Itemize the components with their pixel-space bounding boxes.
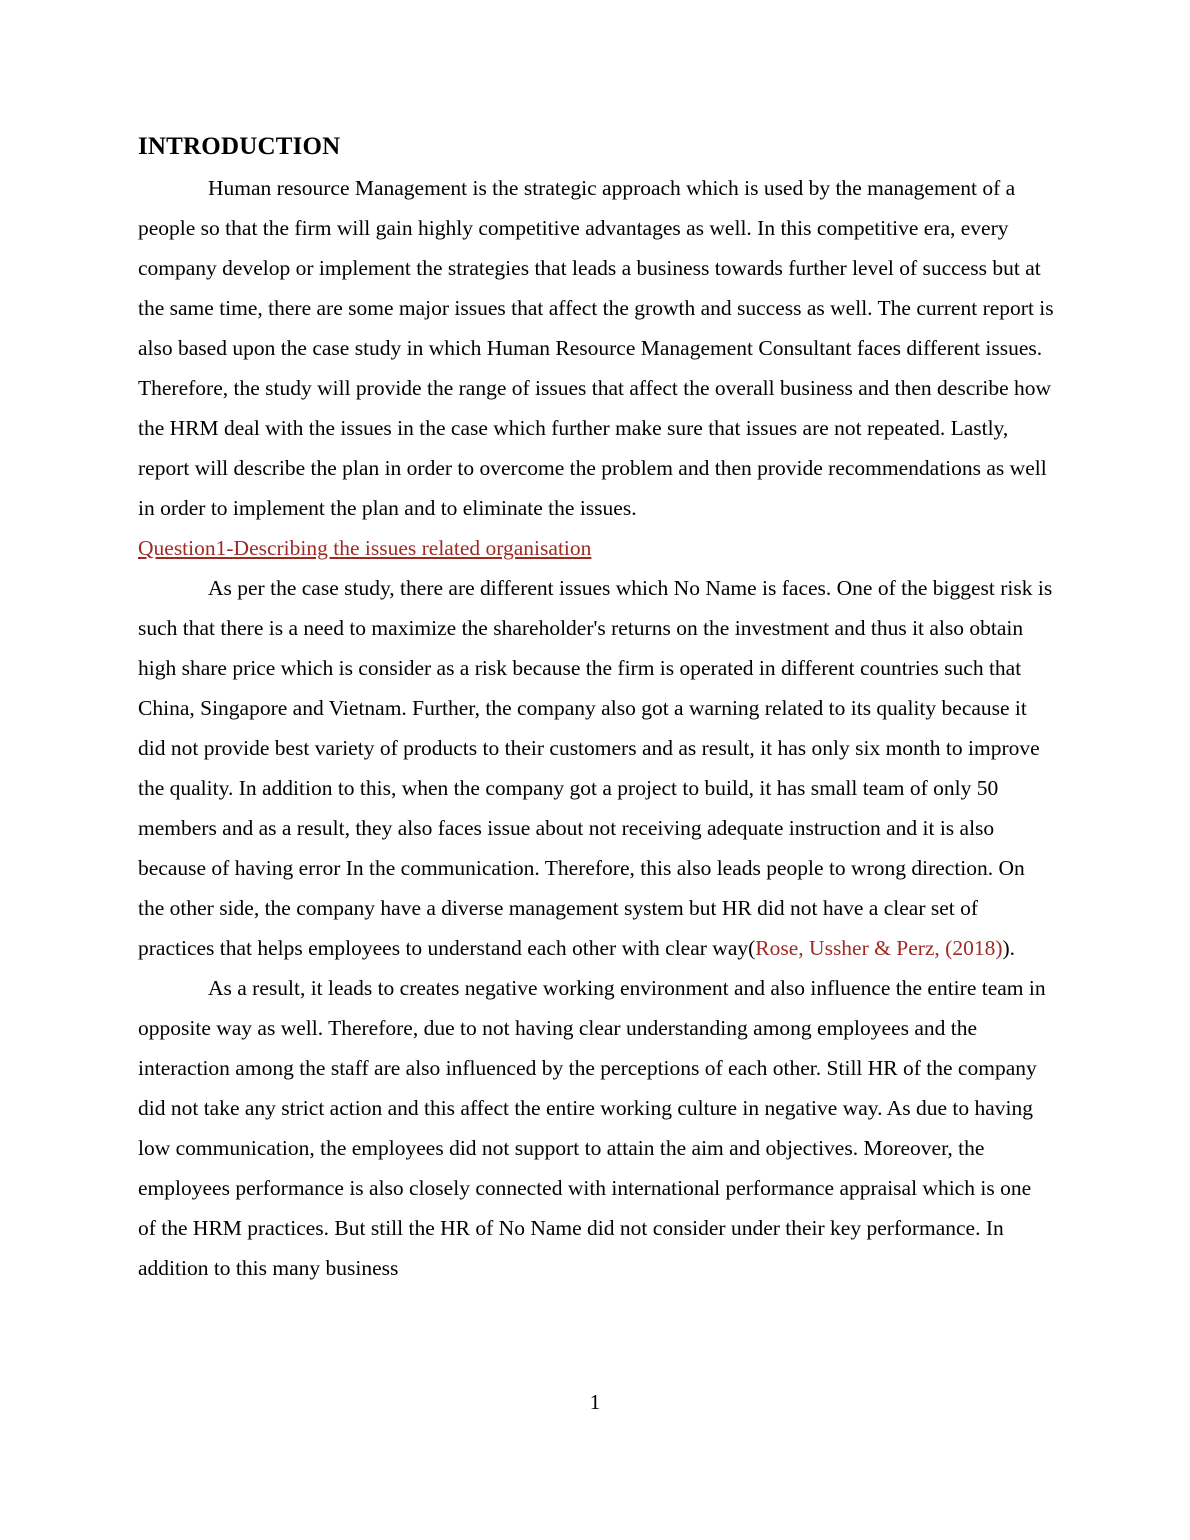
paragraph-introduction: Human resource Management is the strategic approach which is used by the management of a people so that the firm will gain highly competitive advantages as well. In this competitive era, every company develop or implement the strategies that leads a business towards further level of success but at the same time, there are some major issues that affect the growth and success as well. The current report is also based upon the case study in which Human Resource Management Consultant faces different issues. Therefore, the study will provide the range of issues that affect the overall business and then describe how the HRM deal with the issues in the case which further make sure that issues are not repeated. Lastly, report will describe the plan in order to overcome the problem and then provide recommendations as well in order to implement the plan and to eliminate the issues. bbox=[138, 176, 1054, 520]
paragraph-issues bbox=[138, 568, 1054, 968]
paragraph-issues-text-end: ). bbox=[1002, 936, 1016, 960]
section-heading-question1[interactable]: Question1-Describing the issues related organisation bbox=[138, 536, 592, 560]
citation-reference[interactable]: Rose, Ussher & Perz, (2018) bbox=[755, 936, 1003, 960]
paragraph-issues-text: As per the case study, there are different issues which No Name is faces. One of the biggest risk is such that there is a need to maximize the shareholder's returns on the investment and thus it also obtain high share price which is consider as a risk because the firm is operated in different countries such that China, Singapore and Vietnam. Further, the company also got a warning related to its quality because it did not provide best variety of products to their customers and as result, it has only six month to improve the quality. In addition to this, when the company got a project to build, it has small team of only 50 members and as a result, they also faces issue about not receiving adequate instruction and it is also because of having error In the communication. Therefore, this also leads people to wrong direction. On the other side, the company have a diverse management system but HR did not have a clear set of practices that helps employees to understand each other with clear way( bbox=[138, 576, 1053, 960]
document-body bbox=[138, 132, 1054, 1288]
page-title: INTRODUCTION bbox=[138, 133, 341, 160]
page-number: 1 bbox=[589, 1390, 601, 1414]
paragraph-result: As a result, it leads to creates negative working environment and also influence the entire team in opposite way as well. Therefore, due to not having clear understanding among employees and the interaction among the staff are also influenced by the perceptions of each other. Still HR of the company did not take any strict action and this affect the entire working culture in negative way. As due to having low communication, the employees did not support to attain the aim and objectives. Moreover, the employees performance is also closely connected with international performance appraisal which is one of the HRM practices. But still the HR of No Name did not consider under their key performance. In addition to this many business bbox=[138, 976, 1046, 1280]
